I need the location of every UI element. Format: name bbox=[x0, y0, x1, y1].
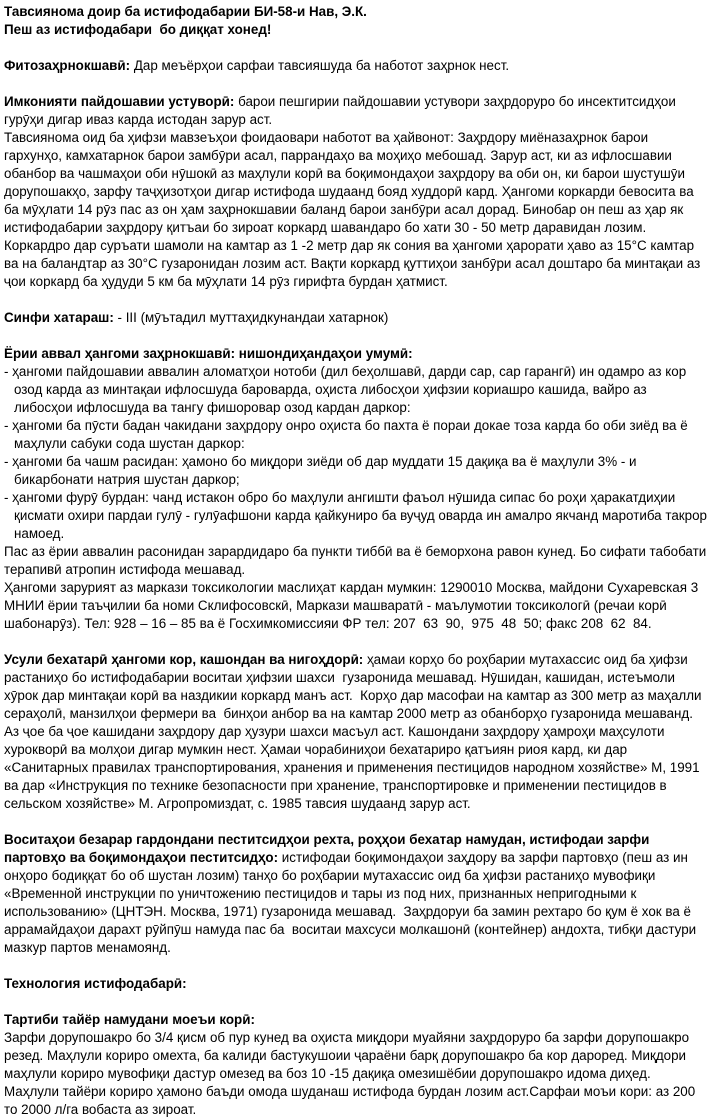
blank-line bbox=[4, 633, 708, 651]
blank-line bbox=[4, 957, 708, 975]
first-aid-step-3 bbox=[4, 453, 708, 489]
paragraph-disposal-text: истифодаи боқимондаҳои заҳдору ва зарфи партовҳо (пеш аз ин онҳоро бодиққат бо об шустан лозим) танҳо бо роҳбарии мутахассис оид ба ҳифзи растаниҳо мувофиқи «Временной инструкции по уничтожению пестицидов и тары из под них, признанных непригодными к использованию» (ЦНТЭН. Москва, 1971) гузаронида мешавад. Заҳрдоруи ба замин рехтаро бо қум ё хок ва ё аррамайдаҳои дарахт рӯйпӯш намуда пас ба воситаи махсуси молкашонӣ (контейнер) андохта, тибқи дастури мазкур партов менамоянд. bbox=[4, 850, 700, 955]
first-aid-step-2-text: - ҳангоми ба пӯсти бадан чакидани заҳрдору онро оҳиста бо пахта ё пораи докае тоза карда бо оби зиёд ва ё маҳлули сабуки сода шустан даркор: bbox=[4, 418, 692, 451]
doc-title-text-2: Пеш аз истифодабари бо диққат хонед! bbox=[4, 22, 272, 37]
blank-line bbox=[4, 993, 708, 1011]
heading-first-aid-text: Ёрии аввал ҳангоми заҳрнокшавӣ: нишондиҳандаҳои умумӣ: bbox=[4, 346, 413, 361]
blank-line bbox=[4, 75, 708, 93]
blank-line bbox=[4, 291, 708, 309]
doc-title-text-1: Тавсиянома доир ба истифодабарии БИ-58-и Нав, Э.К. bbox=[4, 4, 367, 19]
first-aid-step-2 bbox=[4, 417, 708, 453]
paragraph-hazard-class-text: - III (мӯътадил муттаҳидкунандаи хатарнок) bbox=[113, 310, 389, 325]
paragraph-phytotoxicity bbox=[4, 57, 708, 75]
paragraph-safety-measures-text: ҳамаи корҳо бо роҳбарии мутахассис оид ба ҳифзи растаниҳо бо истифодабарии воситаи ҳифзии шахси гузаронида мешавад. Нӯшидан, кашидан, истеъмоли хӯрок дар минтақаи корӣ ва наздикии коркард манъ аст. Корҳо дар масофаи на камтар аз 300 метр аз маҳалли сераҳолӣ, манзилҳои фермери ва бинҳои анбор ва на камтар 2000 метр аз обанборҳо гузаронида мешаванд. Аз ҷое ба ҷое кашидани заҳрдору дар ҳузури шахси масъул аст. Кашондани заҳрдору ҳамроҳи маҳсулоти хурокворӣ ва молҳои дигар мумкин нест. Ҳамаи чорабиниҳои бехатариро қатъиян риоя кард, ки дар «Санитарных правилах транспортирования, хранения и применения пестицидов народном хозяйстве» М, 1991 ва дар «Инструкция по технике безопасности при хранение, транспортировке и применении пестицидов в сельском хозяйстве» М. Агропромиздат, с. 1985 тавсия шудаанд зарур аст. bbox=[4, 652, 706, 811]
first-aid-step-4 bbox=[4, 489, 711, 543]
paragraph-after-first-aid bbox=[4, 543, 708, 579]
paragraph-toxicology-contacts-text: Ҳангоми зарурият аз маркази токсикологии маслиҳат кардан мумкин: 1290010 Москва, майдони Сухаревская 3 МНИИ ёрии таъҷилии ба номи Склифосовскӣ, Маркази машваратӣ - маълумотии токсикологӣ (речаи корӣ шабонарӯз). Тел: 928 – 16 – 85 ва ё Госхимкомиссияи ФР тел: 207 63 90, 975 48 50; факс 208 62 84. bbox=[4, 580, 702, 631]
paragraph-environment-protection-text: Тавсиянома оид ба ҳифзи мавзеъҳои фоидаовари наботот ва ҳайвонот: Заҳрдору миёназаҳрнок барои гархунҳо, камхатарнок барои замбӯри асал, паррандаҳо ва моҳиҳо мебошад. Зарур аст, ки аз ифлосшавии обанбор ва чашмаҳои оби нӯшокӣ аз маҳлули корӣ ва боқимондаҳои заҳрдору ва оби он, ки барои шустушӯи дорупошакҳо, зарфу таҷҳизотҳои дигар истифода шудаанд бояд худдорӣ кард. Ҳангоми коркарди бевосита ва ба мӯҳлати 14 рӯз пас аз он ҳам заҳрнокшавии баланд барои занбӯри асал дорад. Бинобар он пеш аз ҳар як истифодабарии заҳрдору қитъаи бо зироат коркард шавандаро бо хати 30 - 50 метр даравидан лозим. Коркардро дар суръати шамоли на камтар аз 1 -2 метр дар як сония ва ҳангоми ҳарорати ҳаво аз 15°С камтар ва на баландтар аз 30°С гузаронидан лозим аст. Вақти коркард қуттиҳои занбӯри асал доштаро ба минтақаи аз ҷои коркард ба ҳудуди 5 км ба мӯҳлати 14 рӯз гирифта бурдан ҳатмист. bbox=[4, 130, 704, 289]
first-aid-step-3-text: - ҳангоми ба чашм расидан: ҳамоно бо миқдори зиёди об дар муддати 15 дақиқа ва ё маҳлули 3% - и бикарбонати натрия шустан даркор; bbox=[4, 454, 641, 487]
paragraph-phytotoxicity-lead: Фитозаҳрнокшавӣ: bbox=[4, 58, 131, 73]
first-aid-step-4-text: - ҳангоми фурӯ бурдан: чанд истакон обро бо маҳлули ангишти фаъол нӯшида сипас бо роҳи ҳаракатдиҳии қисмати охири пардаи гулӯ - гулӯафшони карда қайкуниро ба вуҷуд оварда ин амалро якчанд маротиба такрор намоед. bbox=[4, 490, 711, 541]
paragraph-hazard-class-lead: Синфи хатараш: bbox=[4, 310, 114, 325]
heading-working-liquid-preparation bbox=[4, 1011, 708, 1029]
paragraph-disposal-lead: Воситаҳои безарар гардондани пеститсидҳои рехта, роҳҳои бехатар намудан, истифодаи зарфи партовҳо ва боқимондаҳои пеститсидҳо: bbox=[4, 832, 654, 865]
first-aid-step-1 bbox=[4, 363, 708, 417]
paragraph-resistance bbox=[4, 93, 708, 129]
paragraph-after-first-aid-text: Пас аз ёрии аввалин расонидан зарардидаро ба пункти тиббӣ ва ё беморхона равон кунед. Бо сифати табобати терапивӣ атропин истифода мешавад. bbox=[4, 544, 710, 577]
paragraph-safety-measures-lead: Усули бехатарӣ ҳангоми кор, кашондан ва нигоҳдорӣ: bbox=[4, 652, 364, 667]
heading-application-technology-text: Технология истифодабарӣ: bbox=[4, 976, 187, 991]
paragraph-toxicology-contacts bbox=[4, 579, 708, 633]
blank-line bbox=[4, 327, 708, 345]
paragraph-working-liquid-instructions-text: Зарфи дорупошакро бо 3/4 қисм об пур кунед ва оҳиста миқдори муайяни заҳрдоруро ба зарфи дорупошакро резед. Маҳлули кориро омехта, ба калиди бастукушоии ҷараёни барқ дорупошакро ба кор дароред. Миқдори маҳлули кориро мувофиқи дастур омезед ва боз 10 -15 дақиқа омезишёбии дорупошакро идома диҳед. Маҳлули тайёри кориро ҳамоно баъди омода шуданаш истифода бурдан лозим аст.Сарфаи моъи кори: аз 200 то 2000 л/га вобаста аз зироат. bbox=[4, 1030, 699, 1117]
heading-first-aid bbox=[4, 345, 708, 363]
first-aid-step-1-text: - ҳангоми пайдошавии аввалин аломатҳои нотоби (дил беҳолшавӣ, дарди сар, сар гарангӣ) ин одамро аз кор озод карда аз минтақаи ифлосшуда бароварда, оҳиста либосҳои ҳифзии кориашро кашида, вайро аз либосҳои ифлосшуда ва тангу фишоровар озод кардан даркор: bbox=[4, 364, 690, 415]
heading-application-technology bbox=[4, 975, 708, 993]
paragraph-hazard-class bbox=[4, 309, 708, 327]
paragraph-working-liquid-instructions bbox=[4, 1029, 708, 1119]
blank-line bbox=[4, 813, 708, 831]
paragraph-phytotoxicity-text: Дар меъёрҳои сарфаи тавсияшуда ба наботот заҳрнок нест. bbox=[130, 58, 510, 73]
blank-line bbox=[4, 39, 708, 57]
paragraph-disposal bbox=[4, 831, 708, 957]
doc-title-line-2 bbox=[4, 21, 708, 39]
paragraph-safety-measures bbox=[4, 651, 708, 813]
paragraph-resistance-lead: Имконияти пайдошавии устуворӣ: bbox=[4, 94, 235, 109]
paragraph-resistance-text: барои пешгирии пайдошавии устувори заҳрдоруро бо инсектитсидҳои гурӯҳи дигар иваз карда истодан зарур аст. bbox=[4, 94, 680, 127]
heading-working-liquid-preparation-text: Тартиби тайёр намудани моеъи корӣ: bbox=[4, 1012, 255, 1027]
paragraph-environment-protection bbox=[4, 129, 708, 291]
doc-title-line-1 bbox=[4, 3, 708, 21]
